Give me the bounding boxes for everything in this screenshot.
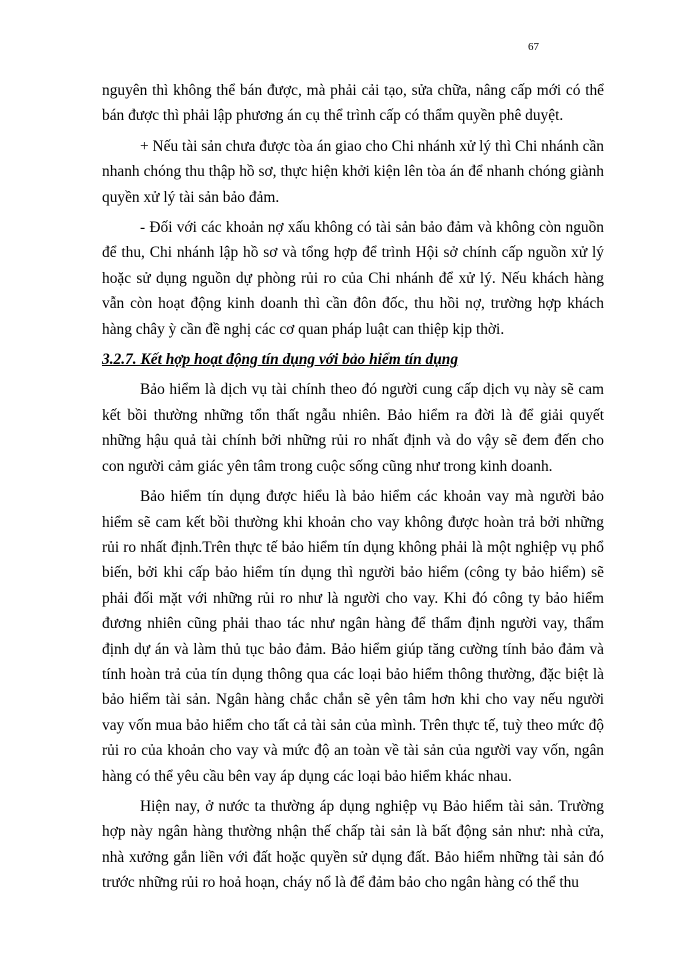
paragraph-credit-insurance: Bảo hiểm tín dụng được hiểu là bảo hiểm các khoản vay mà người bảo hiểm sẽ cam kết bồi thường khi khoản cho vay không được hoàn trả bởi những rủi ro nhất định.Trên thực tế bảo hiểm tín dụng không phải là một nghiệp vụ phổ biến, bởi khi cấp bảo hiểm tín dụng thì người bảo hiểm (công ty bảo hiểm) sẽ phải đối mặt với những rủi ro như là người cho vay. Khi đó công ty bảo hiểm đương nhiên cũng phải thao tác như ngân hàng để thẩm định người vay, thẩm định dự án và làm thủ tục bảo đảm. Bảo hiểm giúp tăng cường tính bảo đảm và tính hoàn trả của tín dụng thông qua các loại bảo hiểm thông thường, đặc biệt là bảo hiểm tài sản. Ngân hàng chắc chắn sẽ yên tâm hơn khi cho vay nếu người vay vốn mua bảo hiểm cho tất cả tài sản của mình. Trên thực tế, tuỳ theo mức độ rủi ro của khoản cho vay và mức độ an toàn về tài sản của người vay vốn, ngân hàng có thể yêu cầu bên vay áp dụng các loại bảo hiểm khác nhau.: [102, 488, 604, 785]
paragraph-continuation: nguyên thì không thể bán được, mà phải cải tạo, sửa chữa, nâng cấp mới có thể bán được thì phải lập phương án cụ thể trình cấp có thẩm quyền phê duyệt.: [102, 82, 604, 125]
paragraph-unsecured-bad-debt: - Đối với các khoản nợ xấu không có tài sản bảo đảm và không còn nguồn để thu, Chi nhánh lập hồ sơ và tổng hợp để trình Hội sở chính cấp nguồn xử lý hoặc sử dụng nguồn dự phòng rủi ro của Chi nhánh để xử lý. Nếu khách hàng vẫn còn hoạt động kinh doanh thì cần đôn đốc, thu hồi nợ, trường hợp khách hàng chây ỳ cần đề nghị các cơ quan pháp luật can thiệp kịp thời.: [102, 219, 604, 338]
page-body: [102, 78, 604, 901]
section-heading: 3.2.7. Kết hợp hoạt động tín dụng với bảo hiểm tín dụng: [102, 351, 459, 369]
paragraph-insurance-definition: Bảo hiểm là dịch vụ tài chính theo đó người cung cấp dịch vụ này sẽ cam kết bồi thường những tổn thất ngẫu nhiên. Bảo hiểm ra đời là để giải quyết những hậu quả tài chính bởi những rủi ro nhất định và do vậy sẽ đem đến cho con người cảm giác yên tâm trong cuộc sống cũng như trong kinh doanh.: [102, 381, 604, 475]
page-number: 67: [528, 41, 539, 53]
paragraph-property-insurance: Hiện nay, ở nước ta thường áp dụng nghiệp vụ Bảo hiểm tài sản. Trường hợp này ngân hàng thường nhận thế chấp tài sản là bất động sản như: nhà cửa, nhà xưởng gắn liền với đất hoặc quyền sử dụng đất. Bảo hiểm những tài sản đó trước những rủi ro hoả hoạn, cháy nổ là để đảm bảo cho ngân hàng có thể thu: [102, 797, 604, 892]
paragraph-court-asset: + Nếu tài sản chưa được tòa án giao cho Chi nhánh xử lý thì Chi nhánh cần nhanh chóng thu thập hồ sơ, thực hiện khởi kiện lên tòa án để nhanh chóng giành quyền xử lý tài sản bảo đảm.: [102, 137, 604, 206]
